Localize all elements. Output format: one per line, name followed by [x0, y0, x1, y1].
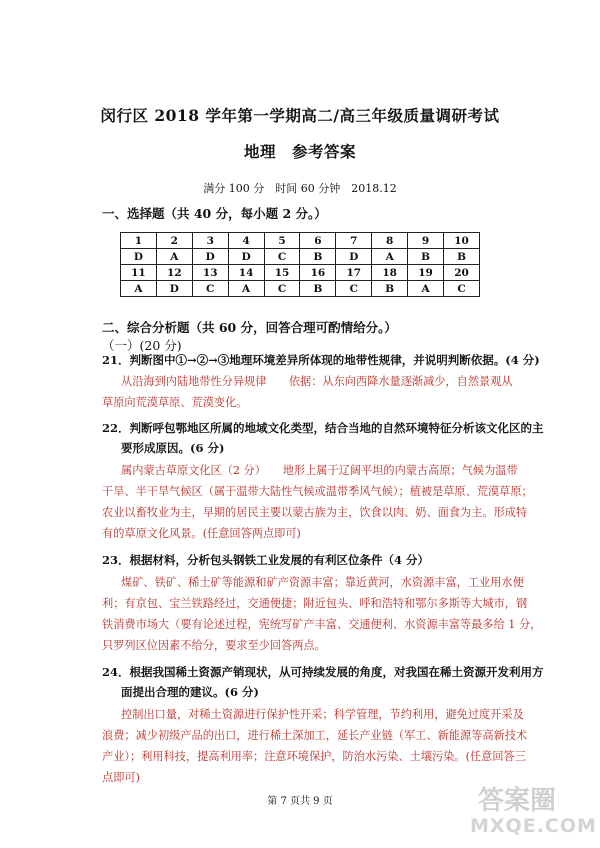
answer-cell: A	[372, 249, 408, 265]
answer-cell: A	[121, 281, 157, 297]
q22-question-line: 要形成原因。(6 分)	[121, 441, 225, 455]
q24-question-line: 24．根据我国稀土资源产销现状，从可持续发展的角度，对我国在稀土资源开发利用方	[102, 665, 544, 679]
q22-question-line: 22．判断呼包鄂地区所属的地域文化类型，结合当地的自然环境特征分析该文化区的主	[102, 421, 544, 435]
answer-cell: C	[192, 281, 228, 297]
answer-cell: B	[372, 281, 408, 297]
answer-key-subtitle: 地理 参考答案	[243, 142, 356, 161]
question-number-cell: 3	[192, 233, 228, 249]
q21-answer-line: 草原向荒漠草原、荒漠变化。	[102, 396, 248, 409]
table-row	[121, 265, 480, 281]
q24-answer-line: 浪费；减少初级产品的出口，进行稀土深加工，延长产业链（军工、新能源等高新技术	[102, 729, 528, 742]
section1-heading: 一、选择题（共 40 分，每小题 2 分。）	[102, 206, 327, 221]
q23-question: 23．根据材料，分析包头钢铁工业发展的有利区位条件（4 分）	[102, 553, 430, 567]
question-number-cell: 7	[336, 233, 372, 249]
table-row	[121, 233, 480, 249]
q24-answer-line: 点即可)	[102, 771, 140, 784]
answer-cell: D	[121, 249, 157, 265]
question-number-cell: 19	[408, 265, 444, 281]
q23-answer-line: 煤矿、铁矿、稀土矿等能源和矿产资源丰富；靠近黄河，水资源丰富，工业用水便	[121, 576, 524, 589]
question-number-cell: 6	[300, 233, 336, 249]
question-number-cell: 10	[444, 233, 480, 249]
question-number-cell: 8	[372, 233, 408, 249]
q22-answer-line: 干旱、半干旱气候区（属于温带大陆性气候或温带季风气候）；植被是草原、荒漠草原；	[102, 485, 533, 498]
question-number-cell: 11	[121, 265, 157, 281]
answer-cell: A	[408, 281, 444, 297]
answer-cell: C	[264, 281, 300, 297]
q23-answer-line: 只罗列区位因素不给分，要求至少回答两点。	[102, 639, 326, 652]
q21-answer-line: 从沿海到内陆地带性分异规律 依据：从东向西降水量逐渐减少，自然景观从	[121, 375, 513, 388]
section2-heading: 二、综合分析题（共 60 分，回答合理可酌情给分。）	[102, 320, 397, 335]
question-number-cell: 12	[156, 265, 192, 281]
answer-cell: B	[300, 249, 336, 265]
answer-cell: B	[408, 249, 444, 265]
q24-answer-line: 产业）；利用科技，提高利用率；注意环境保护，防治水污染、土壤污染。(任意回答三	[102, 750, 526, 763]
answer-cell: A	[228, 281, 264, 297]
q24-question-line: 面提出合理的建议。(6 分)	[121, 685, 259, 699]
table-row	[121, 281, 480, 297]
answer-cell: D	[228, 249, 264, 265]
question-number-cell: 17	[336, 265, 372, 281]
answer-cell: C	[336, 281, 372, 297]
answer-cell: C	[264, 249, 300, 265]
watermark-url: MXQE.COM	[470, 815, 597, 837]
answer-cell: A	[156, 249, 192, 265]
part1-label: （一）(20 分)	[102, 338, 182, 353]
exam-title: 闵行区 2018 学年第一学期高二/高三年级质量调研考试	[100, 106, 500, 125]
question-number-cell: 1	[121, 233, 157, 249]
answer-cell: D	[192, 249, 228, 265]
q22-answer-line: 有的草原文化风景。(任意回答两点即可)	[102, 527, 301, 540]
q22-answer-line: 农业以畜牧业为主，早期的居民主要以蒙古族为主，饮食以肉、奶、面食为主。形成特	[102, 506, 528, 519]
table-row	[121, 249, 480, 265]
q24-answer-line: 控制出口量，对稀土资源进行保护性开采；科学管理，节约利用，避免过度开采及	[121, 708, 524, 721]
question-number-cell: 18	[372, 265, 408, 281]
answer-cell: B	[300, 281, 336, 297]
question-number-cell: 16	[300, 265, 336, 281]
question-number-cell: 13	[192, 265, 228, 281]
page-number: 第 7 页共 9 页	[267, 796, 333, 807]
answer-cell: C	[444, 281, 480, 297]
q21-question: 21．判断图中①→②→③地理环境差异所体现的地带性规律，并说明判断依据。(4 分)	[102, 353, 540, 367]
q23-answer-line: 利；有京包、宝兰铁路经过，交通便捷；附近包头、呼和浩特和鄂尔多斯等大城市，钢	[102, 597, 528, 610]
q23-answer-line: 铁消费市场大（要有论述过程，宪统写矿产丰富、交通便利、水资源丰富等最多给 1 分，	[102, 618, 542, 631]
exam-meta: 满分 100 分 时间 60 分钟 2018.12	[203, 182, 397, 195]
q22-answer-line: 属内蒙古草原文化区（2 分） 地形上属于辽阔平坦的内蒙古高原；气候为温带	[121, 464, 518, 477]
answer-table	[120, 232, 480, 297]
question-number-cell: 14	[228, 265, 264, 281]
answer-cell: B	[444, 249, 480, 265]
question-number-cell: 4	[228, 233, 264, 249]
answer-cell: D	[156, 281, 192, 297]
answer-cell: D	[336, 249, 372, 265]
watermark-logo: 答案圈	[478, 786, 557, 816]
question-number-cell: 9	[408, 233, 444, 249]
question-number-cell: 20	[444, 265, 480, 281]
question-number-cell: 2	[156, 233, 192, 249]
question-number-cell: 15	[264, 265, 300, 281]
question-number-cell: 5	[264, 233, 300, 249]
